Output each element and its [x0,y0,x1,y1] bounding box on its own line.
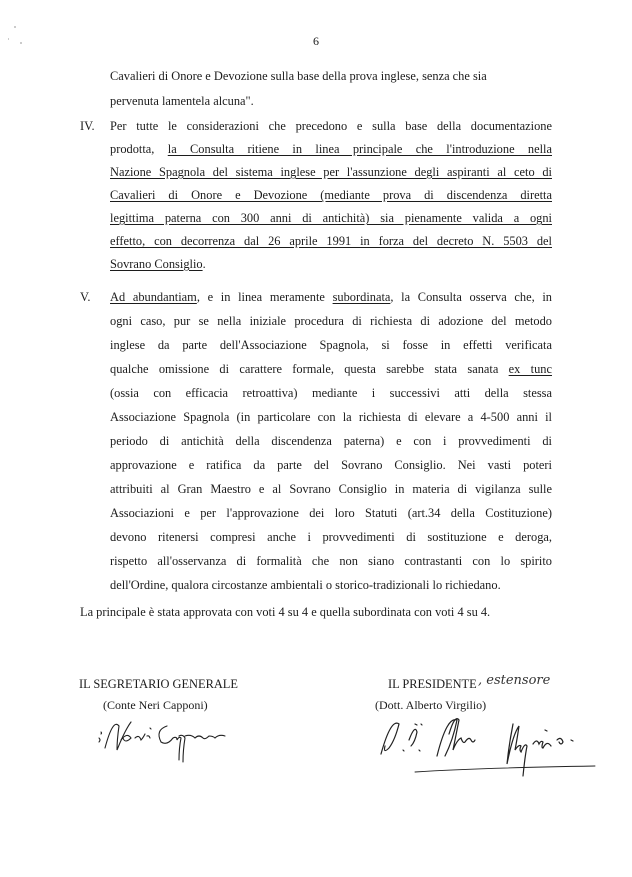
section-v-line [110,289,552,305]
section-v-underlined-text: subordinata [332,290,391,304]
section-v-line [110,361,552,377]
president-signature [375,714,615,784]
section-iv-line: effetto, con decorrenza dal 26 aprile 1991 in forza del decreto N. 5503 del [110,234,552,248]
section-v-line: inglese da parte dell'Associazione Spagnola, si fosse in effetti verificata [110,338,552,352]
section-iv-line [110,118,552,134]
section-iv-text: . [202,257,206,271]
section-iv-text: prodotta, [110,142,168,156]
section-v-text: , e in linea meramente [196,290,333,304]
section-v-text: , la Consulta osserva che, in [390,290,552,304]
section-v-line: (ossia con efficacia retroattiva) mediante i successivi atti della stessa [110,386,552,400]
section-iv-underlined-text: Sovrano Consiglio [110,257,203,271]
secretary-signature [95,718,275,778]
page-number: 6 [313,34,319,48]
section-iv-line: Nazione Spagnola del sistema inglese per l'assunzione degli aspiranti al ceto di [110,165,552,179]
section-marker-v: V. [80,290,91,304]
scan-speck [14,26,16,28]
section-v-line: Associazioni e per l'approvazione dei loro Statuti (art.34 della Costituzione) [110,506,552,520]
section-v-underlined-text: Ad abundantiam [110,290,197,304]
section-iv-text: Per tutte le considerazioni che precedono e sulla base della documentazione [110,119,552,133]
section-v-line: periodo di antichità della discendenza paterna) e con i provvedimenti di [110,434,552,448]
section-v-line: rispetto all'osservanza di formalità che non siano contrastanti con lo spirito [110,554,552,568]
secretary-title: IL SEGRETARIO GENERALE [79,677,238,691]
section-marker-iv: IV. [80,119,95,133]
section-v-text: qualche omissione di carattere formale, questa sarebbe stata sanata [110,362,509,376]
section-v-line: Associazione Spagnola (in particolare con la richiesta di elevare a 4-500 anni il [110,410,552,424]
section-v-line: approvazione e ratifica da parte del Sovrano Consiglio. Nei vasti poteri [110,458,552,472]
section-iv-line [110,141,552,157]
president-title: IL PRESIDENTE [388,677,477,691]
section-v-line: ogni caso, pur se nella iniziale procedura di richiesta di adozione del metodo [110,314,552,328]
section-iv-line: Cavalieri di Onore e Devozione (mediante prova di discendenza diretta [110,188,552,202]
section-iv-line [110,256,206,272]
continuation-line: pervenuta lamentela alcuna". [110,94,254,108]
section-v-line: dell'Ordine, qualora circostanze ambientali o storico-tradizionali lo richiedano. [110,578,501,592]
secretary-name: (Conte Neri Capponi) [103,698,208,712]
president-name: (Dott. Alberto Virgilio) [375,698,487,712]
president-handwritten-note: , estensore [478,673,551,688]
section-v-underlined-text: ex tunc [508,362,552,376]
section-v-line: devono ritenersi compresi anche i provvedimenti di sostituzione e deroga, [110,530,552,544]
section-iv-underlined-text: la Consulta ritiene in linea principale che l'introduzione nella [167,142,552,156]
continuation-line: Cavalieri di Onore e Devozione sulla base della prova inglese, senza che sia [110,69,487,83]
section-iv-line: legittima paterna con 300 anni di antichità) sia pienamente valida a ogni [110,211,552,225]
section-v-line: attribuiti al Gran Maestro e al Sovrano Consiglio in materia di vigilanza sulle [110,482,552,496]
vote-result: La principale è stata approvata con voti 4 su 4 e quella subordinata con voti 4 su 4. [80,605,491,619]
